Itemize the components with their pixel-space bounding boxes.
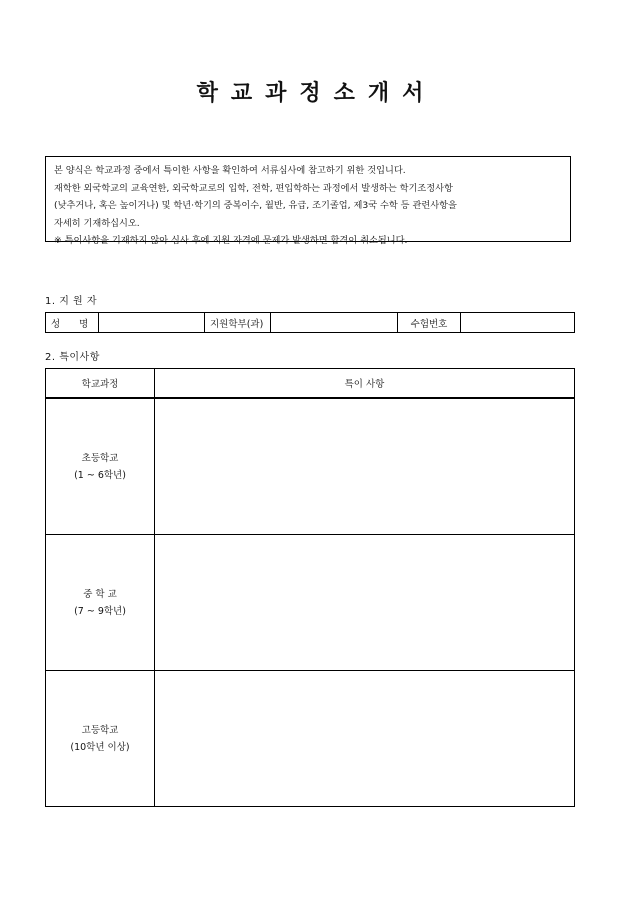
notice-line: 재학한 외국학교의 교육연한, 외국학교로의 입학, 전학, 편입학하는 과정에서 발생하는 학기조정사항 bbox=[54, 182, 453, 194]
section-special-heading: 2. 특이사항 bbox=[45, 352, 100, 363]
name-label: 성 명 bbox=[46, 313, 99, 333]
table-row bbox=[46, 535, 575, 671]
course-grades: (1 ~ 6학년) bbox=[74, 469, 126, 481]
course-cell-high bbox=[46, 671, 155, 807]
exam-number-field[interactable] bbox=[461, 313, 575, 333]
notes-field-middle[interactable] bbox=[155, 535, 575, 671]
course-name: 중 학 교 bbox=[83, 588, 117, 600]
course-name: 초등학교 bbox=[81, 452, 119, 464]
course-cell-middle bbox=[46, 535, 155, 671]
name-field[interactable] bbox=[99, 313, 205, 333]
notice-warning-line: ※ 특이사항을 기재하지 않아 심사 후에 지원 자격에 문제가 발생하면 합격이 취소됩니다. bbox=[54, 235, 408, 246]
notice-box bbox=[45, 156, 571, 246]
special-notes-table bbox=[45, 368, 575, 807]
department-field[interactable] bbox=[271, 313, 398, 333]
table-row bbox=[46, 671, 575, 807]
course-name: 고등학교 bbox=[81, 724, 119, 736]
course-grades: (7 ~ 9학년) bbox=[74, 605, 126, 617]
course-cell-elementary bbox=[46, 398, 155, 535]
notes-field-high[interactable] bbox=[155, 671, 575, 807]
notice-line: (낮추거나, 혹은 높이거나) 및 학년·학기의 중복이수, 월반, 유급, 조기졸업, 제3국 수학 등 관련사항을 bbox=[54, 200, 457, 211]
notes-field-elementary[interactable] bbox=[155, 398, 575, 535]
exam-number-label: 수험번호 bbox=[398, 313, 461, 333]
column-header-notes: 특이 사항 bbox=[155, 369, 575, 399]
notice-line: 본 양식은 학교과정 중에서 특이한 사항을 확인하여 서류심사에 참고하기 위한 것입니다. bbox=[54, 165, 406, 176]
notice-line: 자세히 기재하십시오. bbox=[54, 217, 140, 229]
section-applicant-heading: 1. 지 원 자 bbox=[45, 296, 98, 307]
applicant-table bbox=[45, 312, 575, 333]
department-label: 지원학부(과) bbox=[205, 313, 271, 333]
column-header-course: 학교과정 bbox=[46, 369, 155, 399]
page-title: 학교과정소개서 bbox=[196, 81, 437, 106]
course-grades: (10학년 이상) bbox=[70, 741, 130, 753]
table-row bbox=[46, 398, 575, 535]
